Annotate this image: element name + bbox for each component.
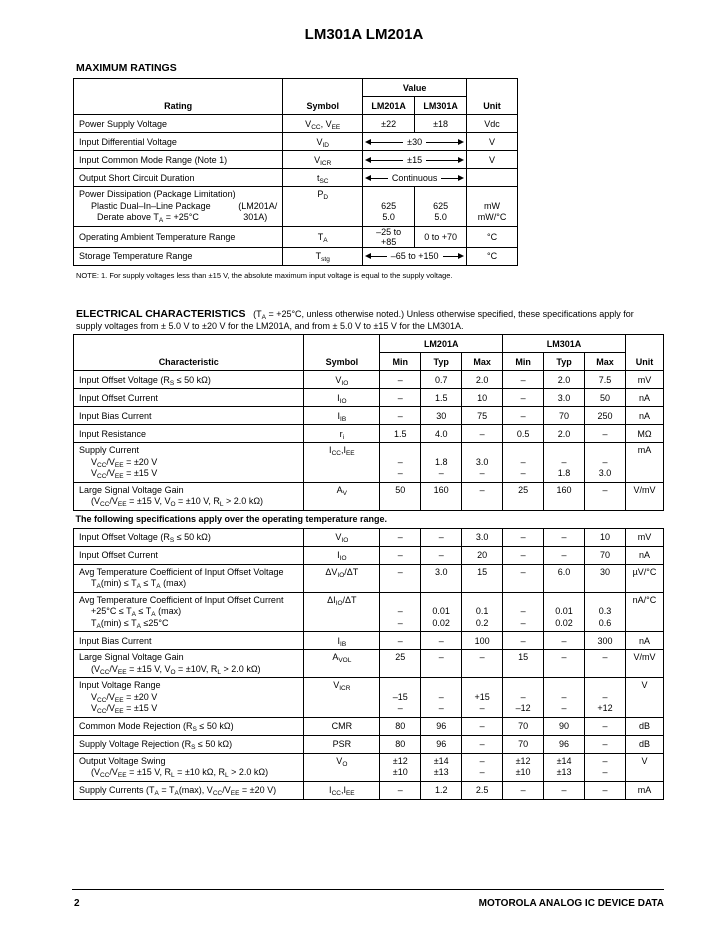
table-row bbox=[74, 482, 664, 510]
col-lm201a: LM201A bbox=[380, 335, 503, 353]
value-cell: 2.0 bbox=[544, 371, 585, 389]
value-cell: – bbox=[380, 632, 421, 650]
characteristic-cell: Supply Currents ($T_A = T_A(\max)$, $V_{CC}/V_{EE} = \pm 20$ V) bbox=[74, 781, 304, 799]
symbol-cell: $I_{IB}$ bbox=[304, 632, 380, 650]
value-cell: – bbox=[544, 546, 585, 564]
value-cell: 70 bbox=[544, 407, 585, 425]
unit-cell: V bbox=[625, 678, 663, 718]
value-cell: 10 bbox=[585, 528, 626, 546]
value-cell: 70 bbox=[503, 717, 544, 735]
value-cell: 96 bbox=[421, 717, 462, 735]
electrical-characteristics-table: Characteristic Symbol LM201A LM301A Unit Min Typ Max Min Typ Max Input Offset Voltage ($R_S \le 50$ kΩ) $V_{IO}$ – 0.7 2.0 – 2.0 7.5 mV Input Offset Current $I_{IO}$ – 1.5 10 – 3.0 50 nA Input Bias Current $I_{IB}$ – 30 75 – 70 250 nA Input Resistance $r_i$ 1.5 4.0 – 0.5 2.0 – MΩ Supply Current $V_{CC}/V_{EE} = \pm 20$ V $V_{CC}/V_{EE} = \pm 15$ V $I_{CC},I_{EE}$ – – 1.8 – 3.0 – – – – 1.8 – 3.0 mA Large Signal Voltage Gain ($V_{CC}/V_{EE} = \pm 15$ V, $V_O = \pm 10$ V, $R_L > 2.0$ kΩ) $A_V$ 50 160 – 25 160 – V/mV The following specifications apply over the operating temperature range. Input Offset Voltage ($R_S \le 50$ kΩ) $V_{IO}$ – – 3.0 – – 10 mV Input Offset Current $I_{IO}$ – – 20 – – 70 nA Avg Temperature Coefficient of Input Offset Voltage $T_A(\min) \le T_A \le T_A$ (max) $\Delta V_{IO}/\Delta T$ – 3.0 15 – 6.0 30 µV/°C Avg Temperature Coefficient of Input Offset Current $+25^\circ C \le T_A \le T_A$ (max) $T_A(\min) \le T_A \le 25^\circ C$ $\Delta I_{IO}/\Delta T$ – – 0.01 0.02 0.1 0.2 – – 0.01 0.02 0.3 0.6 nA/°C Input Bias Current $I_{IB}$ – – 100 – – 300 nA Large Signal Voltage Gain ($V_{CC}/V_{EE} = \pm 15$ V, $V_O = \pm 10V$, $R_L > 2.0$ kΩ) $A_{VOL}$ 25 – – 15 – – V/mV Input Voltage Range $V_{CC}/V_{EE} = \pm 20$ V $V_{CC}/V_{EE} = \pm 15$ V $V_{ICR}$ –15 – – – +15 – – –12 – – – +12 V Common Mode Rejection ($R_S \le 50$ kΩ) CMR 80 96 – 70 90 – dB Supply Voltage Rejection ($R_S \le 50$ kΩ) PSR 80 96 – 70 96 – dB Output Voltage Swing ($V_{CC}/V_{EE} = \pm 15$ V, $R_L = \pm 10$ kΩ, $R_L > 2.0$ kΩ) $V_O$ ±12 ±10 ±14 ±13 – – ±12 ±10 ±14 ±13 – – V Supply Currents ($T_A = T_A(\max)$, $V_{CC}/V_{EE} = \pm 20$ V) $I_{CC},I_{EE}$ – 1.2 2.5 – – – mA bbox=[73, 334, 664, 800]
value-cell: – bbox=[380, 564, 421, 592]
page-number: 2 bbox=[74, 898, 80, 909]
col-symbol: Symbol bbox=[304, 335, 380, 371]
table-row bbox=[74, 650, 664, 678]
span-note: The following specifications apply over the operating temperature range. bbox=[75, 514, 388, 524]
table-row: Power Dissipation (Package Limitation) Plastic Dual–In–Line Package (LM201A/ Derate above $T_A = +25^\circ C$ 301A) $P_D$ 625 5.0 625 5.0 mW mW/°C bbox=[74, 187, 518, 227]
value-cell: 1.5 bbox=[380, 425, 421, 443]
table-row bbox=[74, 753, 664, 781]
value-cell: – bbox=[380, 528, 421, 546]
symbol-cell: $I_{IO}$ bbox=[304, 546, 380, 564]
value-cell: 1.8 – bbox=[421, 443, 462, 483]
value-cell: 15 bbox=[503, 650, 544, 678]
value-cell: – bbox=[544, 632, 585, 650]
value-cell: – bbox=[421, 528, 462, 546]
value-cell: 300 bbox=[585, 632, 626, 650]
col-lm201a: LM201A bbox=[363, 97, 415, 115]
value-cell: – bbox=[380, 389, 421, 407]
value-cell: – bbox=[544, 781, 585, 799]
characteristic-cell: Input Bias Current bbox=[74, 632, 304, 650]
value-cell: 96 bbox=[421, 735, 462, 753]
value-cell: – bbox=[380, 546, 421, 564]
characteristic-cell: Supply Voltage Rejection ($R_S \le 50$ kΩ) bbox=[74, 735, 304, 753]
unit-cell: nA bbox=[625, 546, 663, 564]
symbol-cell: $A_{VOL}$ bbox=[304, 650, 380, 678]
value-cell: – bbox=[503, 564, 544, 592]
table-row bbox=[74, 425, 664, 443]
value-cell: – bbox=[503, 371, 544, 389]
span-arrow: –65 to +150 bbox=[363, 247, 467, 265]
value-cell: – bbox=[503, 632, 544, 650]
unit-cell: MΩ bbox=[625, 425, 663, 443]
unit-cell: mV bbox=[625, 371, 663, 389]
unit-cell: mA bbox=[625, 443, 663, 483]
value-cell: 2.0 bbox=[462, 371, 503, 389]
value-cell: – bbox=[462, 735, 503, 753]
value-cell: – bbox=[380, 781, 421, 799]
value-cell: – bbox=[462, 482, 503, 510]
unit-cell: V/mV bbox=[625, 650, 663, 678]
value-cell: – – bbox=[380, 592, 421, 632]
col-value: Value bbox=[363, 79, 467, 97]
characteristic-cell: Common Mode Rejection ($R_S \le 50$ kΩ) bbox=[74, 717, 304, 735]
unit-cell: µV/°C bbox=[625, 564, 663, 592]
value-cell: +15 – bbox=[462, 678, 503, 718]
characteristic-cell: Avg Temperature Coefficient of Input Offset Current $+25^\circ C \le T_A \le T_A$ (max) $T_A(\min) \le T_A \le 25^\circ C$ bbox=[74, 592, 304, 632]
col-unit: Unit bbox=[467, 79, 518, 115]
span-arrow: ±15 bbox=[363, 151, 467, 169]
col-symbol: Symbol bbox=[283, 79, 363, 115]
characteristic-cell: Input Offset Current bbox=[74, 389, 304, 407]
unit-cell: nA bbox=[625, 389, 663, 407]
value-cell: – bbox=[421, 632, 462, 650]
value-cell: 0.01 0.02 bbox=[544, 592, 585, 632]
value-cell: – bbox=[380, 371, 421, 389]
value-cell: – – bbox=[380, 443, 421, 483]
value-cell: 70 bbox=[503, 735, 544, 753]
value-cell: – – bbox=[585, 753, 626, 781]
value-cell: 0.1 0.2 bbox=[462, 592, 503, 632]
span-arrow: Continuous bbox=[363, 169, 467, 187]
value-cell: 3.0 bbox=[544, 389, 585, 407]
characteristic-cell: Input Voltage Range $V_{CC}/V_{EE} = \pm 20$ V $V_{CC}/V_{EE} = \pm 15$ V bbox=[74, 678, 304, 718]
unit-cell: V/mV bbox=[625, 482, 663, 510]
value-cell: 4.0 bbox=[421, 425, 462, 443]
unit-cell: nA/°C bbox=[625, 592, 663, 632]
value-cell: 15 bbox=[462, 564, 503, 592]
page-title: LM301A LM201A bbox=[304, 26, 424, 43]
symbol-cell: $I_{CC},I_{EE}$ bbox=[304, 781, 380, 799]
characteristic-cell: Input Resistance bbox=[74, 425, 304, 443]
value-cell: – bbox=[503, 781, 544, 799]
value-cell: – bbox=[585, 650, 626, 678]
unit-cell: mV bbox=[625, 528, 663, 546]
table-row: Power Supply Voltage $V_{CC}$, $V_{EE}$ ±22 ±18 Vdc bbox=[74, 115, 518, 133]
value-cell: –15 – bbox=[380, 678, 421, 718]
symbol-cell: $r_i$ bbox=[304, 425, 380, 443]
symbol-cell: $I_{IB}$ bbox=[304, 407, 380, 425]
value-cell: – bbox=[585, 781, 626, 799]
value-cell: 160 bbox=[421, 482, 462, 510]
characteristic-cell: Input Offset Voltage ($R_S \le 50$ kΩ) bbox=[74, 371, 304, 389]
value-cell: 160 bbox=[544, 482, 585, 510]
value-cell: 75 bbox=[462, 407, 503, 425]
value-cell: – bbox=[421, 546, 462, 564]
value-cell: 3.0 – bbox=[462, 443, 503, 483]
value-cell: ±12 ±10 bbox=[503, 753, 544, 781]
symbol-cell: $I_{IO}$ bbox=[304, 389, 380, 407]
value-cell: ±14 ±13 bbox=[544, 753, 585, 781]
value-cell: 3.0 bbox=[421, 564, 462, 592]
value-cell: – bbox=[585, 482, 626, 510]
characteristic-cell: Large Signal Voltage Gain ($V_{CC}/V_{EE} = \pm 15$ V, $V_O = \pm 10V$, $R_L > 2.0$ kΩ) bbox=[74, 650, 304, 678]
col-lm301a: LM301A bbox=[503, 335, 626, 353]
max-ratings-note: NOTE: 1. For supply voltages less than ±15 V, the absolute maximum input voltage is equal to the supply voltage. bbox=[76, 271, 453, 280]
elec-intro: ELECTRICAL CHARACTERISTICS ($T_A = +25^\circ C$, unless otherwise noted.) Unless otherwise specified, these specifications apply for supply voltages from ± 5.0 V to ±20 V for the LM201A, and from ± 5.0 V to ±15 V for the LM301A. bbox=[76, 308, 634, 331]
value-cell: – bbox=[421, 650, 462, 678]
table-row: Output Short Circuit Duration $t_{SC}$ Continuous bbox=[74, 169, 518, 187]
value-cell: – bbox=[585, 717, 626, 735]
symbol-cell: $A_V$ bbox=[304, 482, 380, 510]
table-row bbox=[74, 735, 664, 753]
characteristic-cell: Input Bias Current bbox=[74, 407, 304, 425]
col-rating: Rating bbox=[74, 79, 283, 115]
value-cell: – bbox=[503, 389, 544, 407]
symbol-cell: $V_{IO}$ bbox=[304, 371, 380, 389]
value-cell: 10 bbox=[462, 389, 503, 407]
table-row bbox=[74, 717, 664, 735]
unit-cell: nA bbox=[625, 632, 663, 650]
max-ratings-title: MAXIMUM RATINGS bbox=[76, 62, 177, 74]
value-cell: – bbox=[503, 407, 544, 425]
symbol-cell: $V_{ICR}$ bbox=[304, 678, 380, 718]
value-cell: 25 bbox=[503, 482, 544, 510]
table-row bbox=[74, 389, 664, 407]
table-row bbox=[74, 546, 664, 564]
value-cell: 30 bbox=[421, 407, 462, 425]
symbol-cell: $V_{IO}$ bbox=[304, 528, 380, 546]
max-ratings-table bbox=[73, 78, 518, 266]
value-cell: – bbox=[585, 735, 626, 753]
value-cell: ±14 ±13 bbox=[421, 753, 462, 781]
value-cell: 90 bbox=[544, 717, 585, 735]
value-cell: – bbox=[380, 407, 421, 425]
value-cell: – bbox=[462, 650, 503, 678]
value-cell: – –12 bbox=[503, 678, 544, 718]
unit-cell: mA bbox=[625, 781, 663, 799]
value-cell: 20 bbox=[462, 546, 503, 564]
value-cell: 0.5 bbox=[503, 425, 544, 443]
footer-brand: MOTOROLA ANALOG IC DEVICE DATA bbox=[478, 898, 664, 909]
value-cell: 50 bbox=[380, 482, 421, 510]
characteristic-cell: Output Voltage Swing ($V_{CC}/V_{EE} = \pm 15$ V, $R_L = \pm 10$ kΩ, $R_L > 2.0$ kΩ) bbox=[74, 753, 304, 781]
col-unit: Unit bbox=[625, 335, 663, 371]
value-cell: 2.0 bbox=[544, 425, 585, 443]
value-cell: 3.0 bbox=[462, 528, 503, 546]
characteristic-cell: Large Signal Voltage Gain ($V_{CC}/V_{EE} = \pm 15$ V, $V_O = \pm 10$ V, $R_L > 2.0$ kΩ) bbox=[74, 482, 304, 510]
symbol-cell: CMR bbox=[304, 717, 380, 735]
table-row: Storage Temperature Range $T_{stg}$ –65 to +150 °C bbox=[74, 247, 518, 265]
value-cell: 1.2 bbox=[421, 781, 462, 799]
value-cell: 70 bbox=[585, 546, 626, 564]
value-cell: 250 bbox=[585, 407, 626, 425]
symbol-cell: $\Delta I_{IO}/\Delta T$ bbox=[304, 592, 380, 632]
value-cell: – – bbox=[503, 592, 544, 632]
value-cell: 80 bbox=[380, 717, 421, 735]
value-cell: 1.5 bbox=[421, 389, 462, 407]
value-cell: – – bbox=[462, 753, 503, 781]
value-cell: – +12 bbox=[585, 678, 626, 718]
value-cell: – 3.0 bbox=[585, 443, 626, 483]
value-cell: 50 bbox=[585, 389, 626, 407]
table-row bbox=[74, 592, 664, 632]
value-cell: – bbox=[585, 425, 626, 443]
value-cell: 0.01 0.02 bbox=[421, 592, 462, 632]
value-cell: – bbox=[544, 650, 585, 678]
table-row: Operating Ambient Temperature Range $T_A$ –25 to +85 0 to +70 °C bbox=[74, 226, 518, 247]
col-characteristic: Characteristic bbox=[74, 335, 304, 371]
value-cell: – bbox=[462, 425, 503, 443]
value-cell: 6.0 bbox=[544, 564, 585, 592]
value-cell: 0.3 0.6 bbox=[585, 592, 626, 632]
value-cell: 25 bbox=[380, 650, 421, 678]
table-row bbox=[74, 678, 664, 718]
value-cell: 96 bbox=[544, 735, 585, 753]
value-cell: 0.7 bbox=[421, 371, 462, 389]
value-cell: 80 bbox=[380, 735, 421, 753]
value-cell: – bbox=[503, 528, 544, 546]
table-row bbox=[74, 781, 664, 799]
value-cell: – – bbox=[421, 678, 462, 718]
symbol-cell: $V_O$ bbox=[304, 753, 380, 781]
table-row bbox=[74, 632, 664, 650]
value-cell: 7.5 bbox=[585, 371, 626, 389]
characteristic-cell: Input Offset Current bbox=[74, 546, 304, 564]
unit-cell: dB bbox=[625, 735, 663, 753]
table-row bbox=[74, 564, 664, 592]
symbol-cell: PSR bbox=[304, 735, 380, 753]
col-lm301a: LM301A bbox=[415, 97, 467, 115]
unit-cell: nA bbox=[625, 407, 663, 425]
table-row: Input Differential Voltage $V_{ID}$ ±30 V bbox=[74, 133, 518, 151]
footer-rule bbox=[72, 889, 664, 890]
value-cell: – bbox=[462, 717, 503, 735]
table-row bbox=[74, 371, 664, 389]
value-cell: – – bbox=[544, 678, 585, 718]
value-cell: – bbox=[544, 528, 585, 546]
value-cell: – bbox=[503, 546, 544, 564]
table-row bbox=[74, 443, 664, 483]
table-row bbox=[74, 528, 664, 546]
characteristic-cell: Supply Current $V_{CC}/V_{EE} = \pm 20$ V $V_{CC}/V_{EE} = \pm 15$ V bbox=[74, 443, 304, 483]
span-arrow: ±30 bbox=[363, 133, 467, 151]
table-row bbox=[74, 407, 664, 425]
value-cell: 100 bbox=[462, 632, 503, 650]
value-cell: ±12 ±10 bbox=[380, 753, 421, 781]
table-row: Input Common Mode Range (Note 1) $V_{ICR}$ ±15 V bbox=[74, 151, 518, 169]
characteristic-cell: Input Offset Voltage ($R_S \le 50$ kΩ) bbox=[74, 528, 304, 546]
symbol-cell: $I_{CC},I_{EE}$ bbox=[304, 443, 380, 483]
value-cell: 30 bbox=[585, 564, 626, 592]
symbol-cell: $\Delta V_{IO}/\Delta T$ bbox=[304, 564, 380, 592]
unit-cell: V bbox=[625, 753, 663, 781]
value-cell: – 1.8 bbox=[544, 443, 585, 483]
value-cell: 2.5 bbox=[462, 781, 503, 799]
value-cell: – – bbox=[503, 443, 544, 483]
unit-cell: dB bbox=[625, 717, 663, 735]
characteristic-cell: Avg Temperature Coefficient of Input Offset Voltage $T_A(\min) \le T_A \le T_A$ (max) bbox=[74, 564, 304, 592]
